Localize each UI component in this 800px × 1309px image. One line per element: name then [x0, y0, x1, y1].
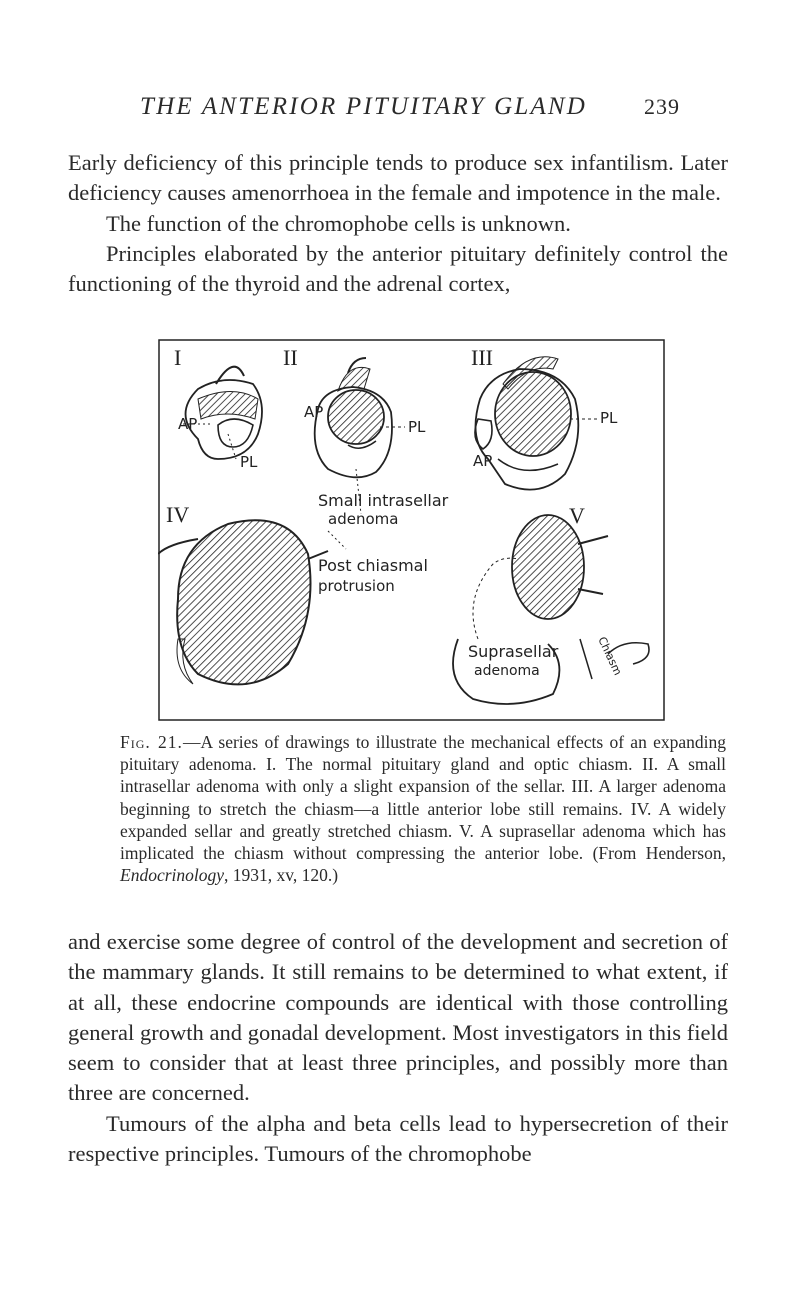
caption-journal: Endocrinology	[120, 865, 225, 886]
label-suprasellar-2: adenoma	[474, 663, 540, 679]
panel-3-drawing	[475, 357, 598, 490]
label-pl: PL	[408, 418, 426, 436]
running-header	[140, 93, 680, 121]
label-ap: AP	[304, 403, 324, 421]
label-pl: PL	[600, 409, 618, 427]
body-text-top	[68, 148, 728, 299]
header-title: THE ANTERIOR PITUITARY GLAND	[140, 93, 588, 120]
label-suprasellar: Suprasellar	[468, 642, 559, 661]
paragraph: Principles elaborated by the anterior pituitary definitely control the functioning of the thyroid and the adrenal cortex,	[68, 240, 728, 297]
caption-text: —A series of drawings to illustrate the mechanical effects of an expanding pituitary adenoma. I. The normal pituitary gland and optic chiasm. II. A small intrasellar adenoma with only a slight expansion of the sellar. III. A larger adenoma beginning to stretch the chiasm—a little anterior lobe still remains. IV. A widely expanded sellar and greatly stretched chiasm. V. A suprasellar adenoma which has implicated the chiasm without compressing the anterior lobe. (From Henderson,	[120, 732, 726, 864]
paragraph: Tumours of the alpha and beta cells lead to hypersecretion of their respective principles. Tumours of the chromophobe	[68, 1110, 728, 1167]
panel-label-4: IV	[166, 502, 190, 527]
label-ap: AP	[178, 415, 198, 433]
paragraph: Early deficiency of this principle tends to produce sex infantilism. Later deficiency causes amenorrhoea in the female and impotence in the male.	[68, 150, 728, 206]
label-chiasm: Chiasm	[595, 634, 625, 678]
label-ap: AP	[473, 452, 493, 470]
page-number: 239	[644, 94, 680, 119]
figure-pituitary-adenoma	[158, 339, 666, 722]
label-small-intrasellar: Small intrasellar	[318, 491, 449, 510]
panel-label-2: II	[283, 345, 298, 370]
paragraph: and exercise some degree of control of the development and secretion of the mammary glands. It still remains to be determined to what extent, if at all, these endocrine compounds are identical with those controlling general growth and gonadal development. Most investigators in this field seem to consider that at least three principles, and possibly more than three are concerned.	[68, 929, 728, 1106]
figure-caption	[120, 731, 726, 886]
panel-label-3: III	[471, 345, 493, 370]
panel-label-5: V	[569, 503, 585, 528]
figure-drawing	[158, 339, 666, 722]
caption-citation: , 1931, xv, 120.)	[224, 865, 339, 886]
figure-label: Fig. 21.	[120, 732, 183, 752]
panel-4-drawing	[158, 520, 328, 684]
panel-label-1: I	[174, 345, 182, 370]
label-pl: PL	[240, 453, 258, 471]
label-small-intrasellar-2: adenoma	[328, 510, 399, 528]
panel-1-drawing	[183, 367, 262, 459]
label-post-chiasmal-2: protrusion	[318, 577, 395, 595]
paragraph: The function of the chromophobe cells is unknown.	[106, 210, 571, 236]
body-text-bottom	[68, 927, 728, 1169]
label-post-chiasmal: Post chiasmal	[318, 556, 428, 575]
